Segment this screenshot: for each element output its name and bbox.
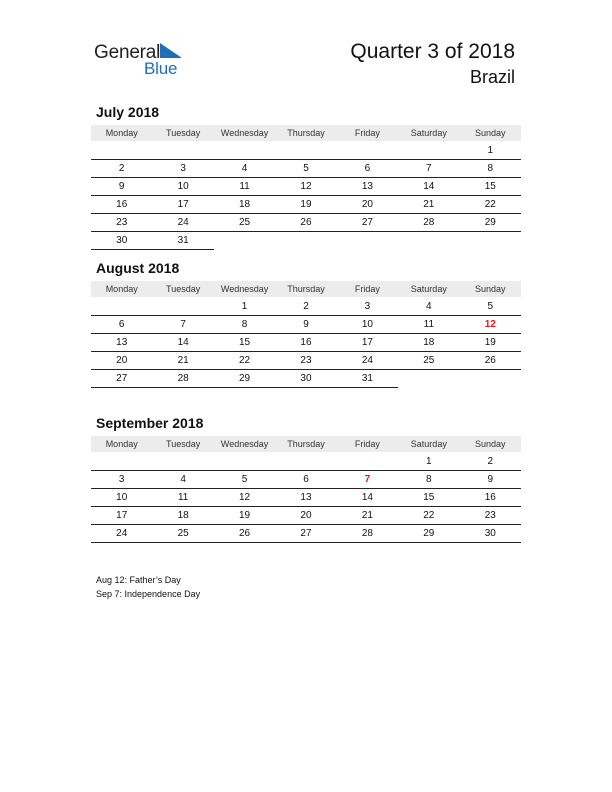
day-cell: 6 — [337, 160, 398, 178]
empty-day-cell — [398, 141, 459, 160]
day-cell: 24 — [152, 214, 213, 232]
day-cell: 26 — [460, 352, 521, 370]
day-cell: 16 — [91, 196, 152, 214]
day-cell: 4 — [152, 471, 213, 489]
week-row — [91, 507, 521, 525]
day-cell: 16 — [460, 489, 521, 507]
day-cell: 21 — [337, 507, 398, 525]
empty-day-cell — [398, 232, 459, 250]
day-cell: 2 — [91, 160, 152, 178]
empty-day-cell — [337, 232, 398, 250]
day-cell: 26 — [275, 214, 336, 232]
day-cell: 15 — [460, 178, 521, 196]
empty-day-cell — [91, 141, 152, 160]
week-row — [91, 160, 521, 178]
day-cell: 25 — [398, 352, 459, 370]
empty-day-cell — [214, 452, 275, 471]
day-cell: 10 — [91, 489, 152, 507]
empty-day-cell — [152, 297, 213, 316]
day-cell: 29 — [214, 370, 275, 388]
week-row — [91, 370, 521, 388]
day-cell: 13 — [91, 334, 152, 352]
day-cell: 17 — [337, 334, 398, 352]
month-title: July 2018 — [96, 104, 160, 120]
empty-day-cell — [152, 141, 213, 160]
logo-general-text: General — [94, 42, 161, 63]
day-cell: 30 — [91, 232, 152, 250]
day-cell: 2 — [460, 452, 521, 471]
holiday-note: Sep 7: Independence Day — [96, 589, 201, 599]
day-cell: 23 — [460, 507, 521, 525]
empty-day-cell — [214, 232, 275, 250]
day-cell: 3 — [337, 297, 398, 316]
weekday-header: Friday — [337, 436, 398, 452]
day-cell: 10 — [152, 178, 213, 196]
weekday-header: Sunday — [460, 281, 521, 297]
weekday-header: Monday — [91, 281, 152, 297]
day-cell: 9 — [460, 471, 521, 489]
weekday-header: Wednesday — [214, 281, 275, 297]
weekday-header: Thursday — [275, 281, 336, 297]
day-cell: 29 — [398, 525, 459, 543]
weekday-header: Thursday — [275, 125, 336, 141]
day-cell: 10 — [337, 316, 398, 334]
day-cell: 19 — [460, 334, 521, 352]
week-row — [91, 214, 521, 232]
day-cell: 1 — [214, 297, 275, 316]
day-cell: 12 — [460, 316, 521, 334]
day-cell: 26 — [214, 525, 275, 543]
day-cell: 27 — [275, 525, 336, 543]
month-july — [91, 103, 521, 250]
weekday-header: Monday — [91, 436, 152, 452]
day-cell: 13 — [337, 178, 398, 196]
day-cell: 5 — [214, 471, 275, 489]
day-cell: 20 — [275, 507, 336, 525]
empty-day-cell — [91, 297, 152, 316]
weekday-header: Thursday — [275, 436, 336, 452]
day-cell: 9 — [275, 316, 336, 334]
day-cell: 11 — [214, 178, 275, 196]
day-cell: 8 — [214, 316, 275, 334]
week-row — [91, 316, 521, 334]
week-row — [91, 141, 521, 160]
day-cell: 15 — [398, 489, 459, 507]
day-cell: 23 — [275, 352, 336, 370]
day-cell: 14 — [398, 178, 459, 196]
holiday-notes — [96, 573, 200, 601]
day-cell: 28 — [152, 370, 213, 388]
day-cell: 8 — [398, 471, 459, 489]
weekday-header: Sunday — [460, 125, 521, 141]
day-cell: 25 — [152, 525, 213, 543]
day-cell: 14 — [152, 334, 213, 352]
day-cell: 19 — [275, 196, 336, 214]
day-cell: 8 — [460, 160, 521, 178]
day-cell: 17 — [152, 196, 213, 214]
month-august — [91, 259, 521, 388]
empty-day-cell — [337, 141, 398, 160]
day-cell: 7 — [152, 316, 213, 334]
month-title: September 2018 — [96, 415, 204, 431]
day-cell: 27 — [91, 370, 152, 388]
day-cell: 4 — [398, 297, 459, 316]
day-cell: 22 — [214, 352, 275, 370]
day-cell: 13 — [275, 489, 336, 507]
day-cell: 5 — [460, 297, 521, 316]
week-row — [91, 489, 521, 507]
day-cell: 15 — [214, 334, 275, 352]
week-row — [91, 232, 521, 250]
empty-day-cell — [460, 232, 521, 250]
day-cell: 7 — [398, 160, 459, 178]
week-row — [91, 452, 521, 471]
page-title: Quarter 3 of 2018 — [350, 40, 515, 63]
empty-day-cell — [214, 141, 275, 160]
empty-day-cell — [275, 141, 336, 160]
weekday-header: Tuesday — [152, 436, 213, 452]
day-cell: 30 — [460, 525, 521, 543]
empty-day-cell — [91, 452, 152, 471]
day-cell: 24 — [91, 525, 152, 543]
weekday-header: Sunday — [460, 436, 521, 452]
day-cell: 2 — [275, 297, 336, 316]
week-row — [91, 334, 521, 352]
logo-blue-text: Blue — [144, 59, 178, 78]
weekday-header: Friday — [337, 281, 398, 297]
day-cell: 18 — [152, 507, 213, 525]
day-cell: 21 — [398, 196, 459, 214]
weekday-header: Tuesday — [152, 125, 213, 141]
day-cell: 16 — [275, 334, 336, 352]
empty-day-cell — [152, 452, 213, 471]
weekday-header: Saturday — [398, 436, 459, 452]
day-cell: 5 — [275, 160, 336, 178]
week-row — [91, 352, 521, 370]
empty-day-cell — [398, 370, 459, 388]
day-cell: 3 — [91, 471, 152, 489]
week-row — [91, 471, 521, 489]
day-cell: 6 — [91, 316, 152, 334]
day-cell: 19 — [214, 507, 275, 525]
calendar-grid — [91, 125, 521, 250]
day-cell: 1 — [460, 141, 521, 160]
week-row — [91, 297, 521, 316]
empty-day-cell — [275, 452, 336, 471]
day-cell: 17 — [91, 507, 152, 525]
day-cell: 20 — [337, 196, 398, 214]
weekday-header: Saturday — [398, 125, 459, 141]
day-cell: 28 — [337, 525, 398, 543]
day-cell: 11 — [398, 316, 459, 334]
week-row — [91, 196, 521, 214]
day-cell: 25 — [214, 214, 275, 232]
calendar-grid — [91, 436, 521, 543]
day-cell: 3 — [152, 160, 213, 178]
day-cell: 22 — [398, 507, 459, 525]
month-september — [91, 414, 521, 543]
day-cell: 18 — [214, 196, 275, 214]
logo-triangle-icon — [160, 43, 182, 59]
day-cell: 21 — [152, 352, 213, 370]
weekday-header: Tuesday — [152, 281, 213, 297]
day-cell: 20 — [91, 352, 152, 370]
day-cell: 1 — [398, 452, 459, 471]
day-cell: 18 — [398, 334, 459, 352]
month-title: August 2018 — [96, 260, 180, 276]
weekday-header: Saturday — [398, 281, 459, 297]
empty-day-cell — [460, 370, 521, 388]
day-cell: 31 — [152, 232, 213, 250]
empty-day-cell — [337, 452, 398, 471]
day-cell: 11 — [152, 489, 213, 507]
day-cell: 4 — [214, 160, 275, 178]
day-cell: 30 — [275, 370, 336, 388]
weekday-header: Wednesday — [214, 125, 275, 141]
calendar-grid — [91, 281, 521, 388]
empty-day-cell — [275, 232, 336, 250]
day-cell: 9 — [91, 178, 152, 196]
day-cell: 31 — [337, 370, 398, 388]
day-cell: 28 — [398, 214, 459, 232]
day-cell: 22 — [460, 196, 521, 214]
day-cell: 29 — [460, 214, 521, 232]
day-cell: 24 — [337, 352, 398, 370]
day-cell: 14 — [337, 489, 398, 507]
week-row — [91, 525, 521, 543]
week-row — [91, 178, 521, 196]
country-name: Brazil — [469, 67, 515, 87]
weekday-header: Wednesday — [214, 436, 275, 452]
day-cell: 7 — [337, 471, 398, 489]
day-cell: 12 — [275, 178, 336, 196]
weekday-header: Monday — [91, 125, 152, 141]
holiday-note: Aug 12: Father’s Day — [96, 575, 181, 585]
day-cell: 12 — [214, 489, 275, 507]
day-cell: 27 — [337, 214, 398, 232]
generalblue-logo — [94, 40, 194, 80]
weekday-header: Friday — [337, 125, 398, 141]
day-cell: 6 — [275, 471, 336, 489]
day-cell: 23 — [91, 214, 152, 232]
